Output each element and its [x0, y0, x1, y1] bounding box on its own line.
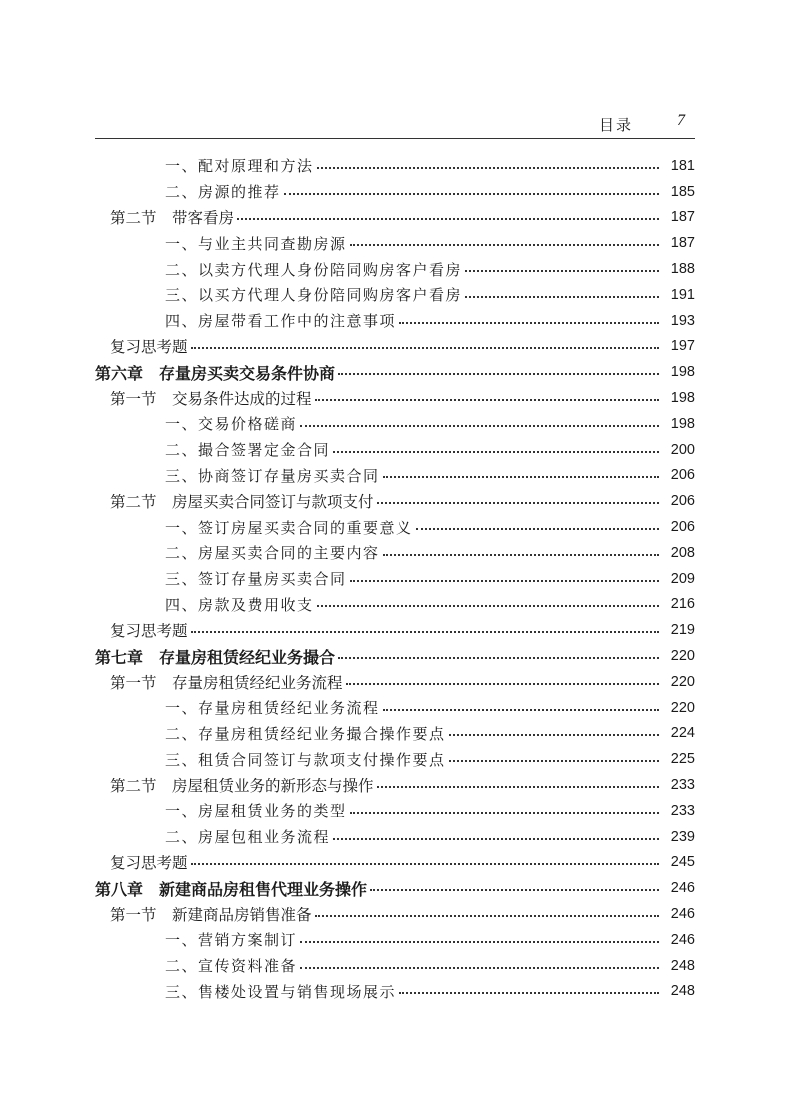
- toc-entry-title: 一、营销方案制订: [165, 931, 298, 950]
- toc-entry-title: 第二节 带客看房: [110, 209, 235, 228]
- toc-entry-title: 三、售楼处设置与销售现场展示: [165, 982, 397, 1001]
- toc-entry-title: 四、房屋带看工作中的注意事项: [165, 312, 397, 331]
- dot-leader: [191, 631, 659, 633]
- toc-entry-item: [95, 308, 695, 334]
- dot-leader: [449, 760, 659, 762]
- table-of-contents: [95, 153, 695, 1004]
- dot-leader: [284, 193, 659, 195]
- toc-entry-item: [95, 927, 695, 953]
- toc-entry-title: 第一节 新建商品房销售准备: [110, 906, 312, 924]
- dot-leader: [465, 270, 659, 272]
- toc-entry-title: 第八章 新建商品房租售代理业务操作: [95, 879, 368, 899]
- toc-entry-page: 206: [670, 467, 695, 484]
- toc-entry-page: 246: [670, 906, 695, 922]
- toc-entry-page: 197: [670, 338, 695, 355]
- toc-entry-item: [95, 566, 695, 592]
- toc-entry-item: [95, 411, 695, 437]
- toc-entry-item: [95, 953, 695, 979]
- toc-entry-title: 复习思考题: [110, 338, 188, 357]
- toc-entry-page: 209: [670, 570, 695, 587]
- toc-entry-page: 219: [670, 622, 695, 639]
- toc-entry-title: 二、房屋买卖合同的主要内容: [165, 544, 380, 563]
- toc-entry-title: 复习思考题: [110, 854, 188, 873]
- toc-entry-review: [95, 850, 695, 876]
- toc-entry-title: 第一节 存量房租赁经纪业务流程: [110, 673, 343, 692]
- toc-entry-page: 248: [670, 957, 695, 974]
- toc-entry-title: 一、房屋租赁业务的类型: [165, 802, 347, 821]
- toc-entry-title: 第六章 存量房买卖交易条件协商: [95, 363, 336, 383]
- header-page-number: 7: [677, 112, 685, 129]
- dot-leader: [317, 605, 659, 607]
- dot-leader: [191, 347, 659, 349]
- dot-leader: [350, 244, 659, 246]
- toc-entry-item: [95, 230, 695, 256]
- dot-leader: [300, 941, 659, 943]
- running-header: [95, 108, 695, 139]
- toc-entry-item: [95, 540, 695, 566]
- toc-entry-page: 206: [670, 493, 695, 510]
- toc-entry-item: [95, 514, 695, 540]
- toc-entry-review: [95, 617, 695, 643]
- dot-leader: [383, 554, 659, 556]
- dot-leader: [333, 451, 659, 453]
- toc-entry-title: 三、租赁合同签订与款项支付操作要点: [165, 750, 446, 769]
- toc-entry-item: [95, 592, 695, 618]
- toc-entry-title: 三、协商签订存量房买卖合同: [165, 466, 380, 485]
- toc-entry-item: [95, 256, 695, 282]
- dot-leader: [370, 889, 659, 891]
- dot-leader: [449, 734, 659, 736]
- toc-entry-item: [95, 695, 695, 721]
- toc-entry-page: 245: [670, 854, 695, 871]
- toc-entry-item: [95, 437, 695, 463]
- toc-entry-page: 191: [670, 286, 695, 303]
- toc-entry-title: 复习思考题: [110, 622, 188, 641]
- toc-entry-section: [95, 901, 695, 927]
- toc-entry-page: 246: [670, 880, 695, 897]
- toc-entry-title: 一、配对原理和方法: [165, 157, 314, 176]
- toc-entry-section: [95, 205, 695, 231]
- toc-entry-chapter: [95, 359, 695, 385]
- toc-entry-item: [95, 746, 695, 772]
- toc-entry-page: 233: [670, 802, 695, 819]
- toc-entry-title: 三、签订存量房买卖合同: [165, 570, 347, 589]
- toc-entry-item: [95, 824, 695, 850]
- toc-entry-page: 188: [670, 261, 695, 278]
- toc-entry-page: 187: [670, 209, 695, 226]
- toc-entry-page: 181: [670, 157, 695, 174]
- toc-entry-title: 二、以卖方代理人身份陪同购房客户看房: [165, 260, 463, 279]
- toc-entry-chapter: [95, 875, 695, 901]
- toc-entry-page: 198: [670, 364, 695, 381]
- dot-leader: [191, 863, 659, 865]
- dot-leader: [300, 425, 659, 427]
- toc-entry-page: 248: [670, 983, 695, 1000]
- toc-entry-title: 第二节 房屋租赁业务的新形态与操作: [110, 777, 374, 796]
- toc-entry-page: 185: [670, 183, 695, 200]
- toc-entry-page: 239: [670, 828, 695, 845]
- dot-leader: [237, 218, 659, 220]
- header-title: 目录: [598, 116, 633, 134]
- toc-entry-page: 220: [670, 699, 695, 716]
- toc-entry-item: [95, 153, 695, 179]
- toc-entry-title: 一、存量房租赁经纪业务流程: [165, 699, 380, 718]
- toc-entry-chapter: [95, 643, 695, 669]
- dot-leader: [399, 322, 659, 324]
- dot-leader: [333, 838, 659, 840]
- dot-leader: [338, 657, 659, 659]
- toc-entry-title: 一、签订房屋买卖合同的重要意义: [165, 518, 413, 537]
- toc-entry-page: 220: [670, 673, 695, 690]
- toc-entry-review: [95, 334, 695, 360]
- dot-leader: [338, 373, 659, 375]
- toc-entry-title: 二、房源的推荐: [165, 183, 281, 202]
- toc-entry-page: 225: [670, 751, 695, 768]
- toc-entry-title: 二、撮合签署定金合同: [165, 441, 331, 460]
- toc-entry-page: 220: [670, 648, 695, 665]
- toc-entry-title: 第七章 存量房租赁经纪业务撮合: [95, 647, 336, 667]
- toc-entry-title: 一、交易价格磋商: [165, 415, 298, 434]
- dot-leader: [346, 683, 659, 685]
- dot-leader: [317, 167, 659, 169]
- toc-entry-item: [95, 721, 695, 747]
- toc-entry-page: 233: [670, 777, 695, 794]
- dot-leader: [350, 812, 659, 814]
- toc-entry-page: 193: [670, 312, 695, 329]
- toc-entry-page: 198: [670, 390, 695, 407]
- dot-leader: [315, 399, 659, 401]
- toc-entry-title: 第一节 交易条件达成的过程: [110, 390, 312, 409]
- toc-entry-title: 二、宣传资料准备: [165, 957, 298, 976]
- dot-leader: [377, 786, 659, 788]
- toc-entry-page: 187: [670, 235, 695, 252]
- toc-entry-item: [95, 979, 695, 1005]
- toc-entry-page: 206: [670, 519, 695, 536]
- toc-entry-page: 216: [670, 596, 695, 613]
- dot-leader: [300, 967, 659, 969]
- toc-entry-section: [95, 385, 695, 411]
- toc-entry-page: 200: [670, 441, 695, 458]
- toc-entry-item: [95, 463, 695, 489]
- toc-entry-item: [95, 798, 695, 824]
- dot-leader: [399, 992, 659, 994]
- toc-entry-section: [95, 669, 695, 695]
- toc-entry-title: 一、与业主共同查勘房源: [165, 234, 347, 253]
- toc-entry-item: [95, 282, 695, 308]
- toc-entry-title: 四、房款及费用收支: [165, 595, 314, 614]
- toc-entry-section: [95, 488, 695, 514]
- dot-leader: [315, 915, 659, 917]
- toc-entry-title: 二、存量房租赁经纪业务撮合操作要点: [165, 724, 446, 743]
- dot-leader: [350, 580, 659, 582]
- dot-leader: [377, 502, 659, 504]
- toc-entry-title: 第二节 房屋买卖合同签订与款项支付: [110, 493, 374, 512]
- toc-entry-page: 224: [670, 725, 695, 742]
- toc-entry-title: 三、以买方代理人身份陪同购房客户看房: [165, 286, 463, 305]
- toc-entry-page: 246: [670, 931, 695, 948]
- toc-entry-item: [95, 179, 695, 205]
- dot-leader: [416, 528, 659, 530]
- toc-entry-section: [95, 772, 695, 798]
- toc-entry-page: 208: [670, 544, 695, 561]
- dot-leader: [465, 296, 659, 298]
- toc-entry-page: 198: [670, 415, 695, 432]
- dot-leader: [383, 709, 659, 711]
- toc-entry-title: 二、房屋包租业务流程: [165, 828, 331, 847]
- dot-leader: [383, 476, 659, 478]
